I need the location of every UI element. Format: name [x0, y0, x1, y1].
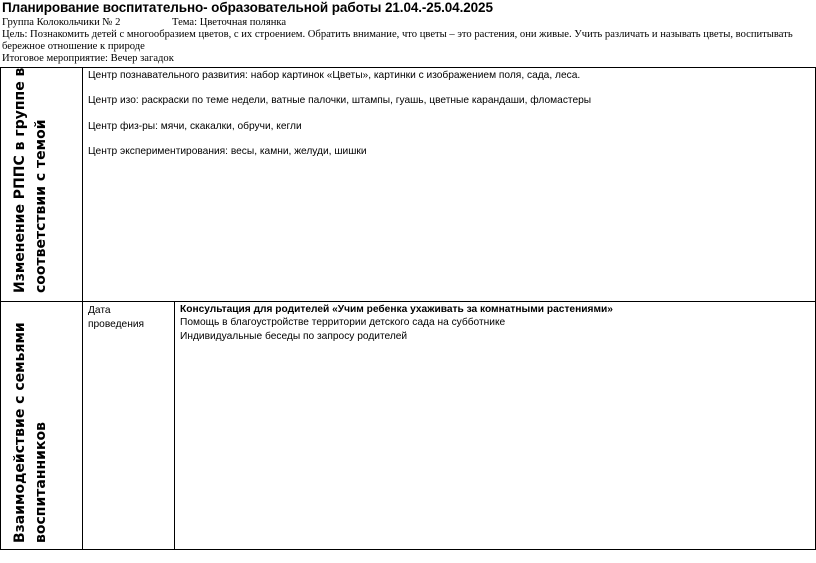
table-border-left	[0, 67, 1, 550]
family-item-subbotnik: Помощь в благоустройстве территории детского сада на субботнике	[180, 317, 506, 328]
page-title: Планирование воспитательно- образовательной работы 21.04.-25.04.2025	[2, 0, 493, 15]
family-label-line-2: воспитанников	[33, 422, 49, 543]
row-divider	[0, 301, 816, 302]
table-border-top	[0, 67, 816, 68]
group-name: Группа Колокольчики № 2	[2, 17, 121, 28]
family-label-line-1: Взаимодействие с семьями	[12, 322, 28, 543]
family-item-consultation: Консультация для родителей «Учим ребенка ухаживать за комнатными растениями»	[180, 304, 613, 315]
center-sport: Центр физ-ры: мячи, скакалки, обручи, кегли	[88, 121, 302, 132]
family-label	[10, 322, 52, 543]
family-item-conversations: Индивидуальные беседы по запросу родителей	[180, 331, 408, 342]
date-label-line-1: Дата	[88, 305, 111, 316]
label-column-divider	[82, 67, 83, 550]
center-cognitive: Центр познавательного развития: набор картинок «Цветы», картинки с изображением поля, сада, леса.	[88, 70, 581, 81]
group-line	[2, 17, 287, 29]
table-border-bottom	[0, 549, 816, 550]
date-column-divider	[174, 301, 175, 550]
date-label-line-2: проведения	[88, 319, 145, 330]
rpps-label-line-1: Изменение РППС в группе в	[12, 67, 28, 293]
week-theme: Тема: Цветочная полянка	[172, 17, 287, 28]
rpps-label-line-2: соответствии с темой	[33, 119, 49, 293]
rpps-label	[10, 68, 52, 293]
goal-text: Цель: Познакомить детей с многообразием цветов, с их строением. Обратить внимание, что цветы – это растения, они живые. Учить различать и называть цветы, воспитывать бережное отношение к природе	[2, 29, 793, 52]
date-label	[88, 304, 144, 332]
center-art: Центр изо: раскраски по теме недели, ватные палочки, штампы, гуашь, цветные карандаши, фломастеры	[88, 95, 592, 106]
plan-table	[0, 67, 816, 550]
center-experiment: Центр экспериментирования: весы, камни, желуди, шишки	[88, 146, 367, 157]
final-event: Итоговое мероприятие: Вечер загадок	[2, 53, 174, 64]
